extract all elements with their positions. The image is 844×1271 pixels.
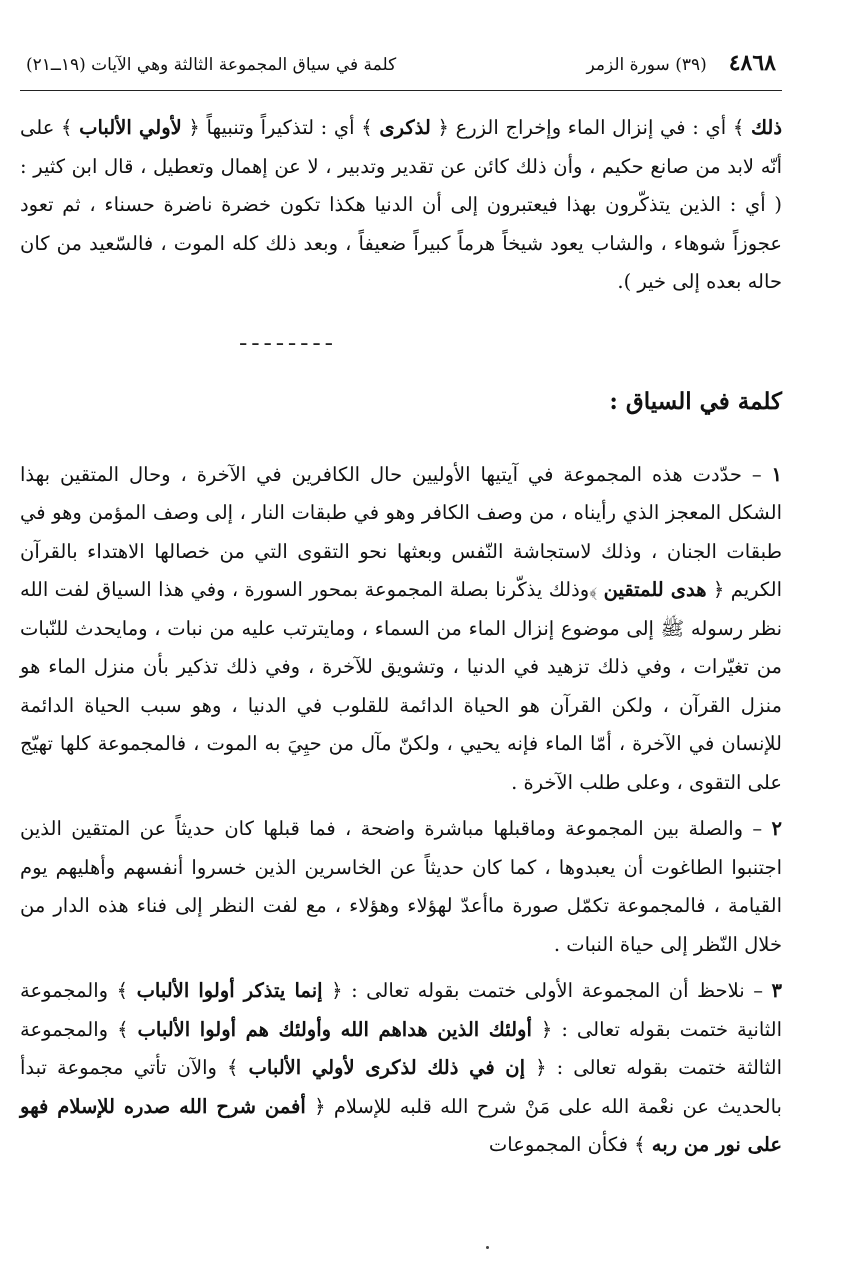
- text-run: ﴾ أي : في إنزال الماء وإخراج الزرع ﴿: [430, 116, 751, 139]
- quran-word: ذلك: [750, 116, 783, 139]
- text-run: – حدّدت هذه المجموعة في آيتيها الأوليين حال الكافرين في الآخرة ، وحال المتقين بهذا الشكل المعجز الذي رأيناه ، من وصف الكافر وهو في طبقات النار ، إلى وصف المؤمن وهو في طبقات الجنان ، وذلك لاستجاشة النّفس وبعثها نحو التقوى التي من خصالها الاهتداء بالقرآن الكريم ﴿: [20, 462, 783, 601]
- quran-phrase: أفمن شرح الله صدره للإسلام فهو على نور من ربه: [20, 1094, 782, 1156]
- quran-phrase: أولئك الذين هداهم الله وأولئك هم أولوا الألباب: [137, 1017, 532, 1041]
- text-run: ﴾ على أنّه لابد من صانع حكيم ، وأن ذلك كائن عن تقدير وتدبير ، لا عن إهمال وتعطيل ، قال ابن كثير : ( أي : الذين يتذكّرون بهذا فيعتبرون إلى أن الدنيا هكذا تكون خضرة ناضرة حسناء ، ثم تعود عجوزاً شوهاء ، والشاب يعود شيخاً هرماً كبيراً ضعيفاً ، وبعد ذلك كله الموت ، فالسّعيد من كان حاله بعده إلى خير ).: [20, 116, 782, 293]
- intro-paragraph: [20, 109, 782, 302]
- page-bottom-dot: [486, 1246, 489, 1249]
- quran-phrase: هدى للمتقين: [603, 578, 707, 601]
- text-run: ﴾ فكأن المجموعات: [488, 1133, 652, 1156]
- numbered-item-1: [20, 456, 782, 803]
- section-running-title: كلمة في سياق المجموعة الثالثة وهي الآيات (١٩ــ٢١): [26, 55, 397, 75]
- quran-word: لذكرى: [379, 116, 431, 139]
- text-run: ﴾ والمجموعة الثانية ختمت بقوله تعالى : ﴿: [20, 979, 783, 1041]
- text-run: – نلاحظ أن المجموعة الأولى ختمت بقوله تعالى : ﴿: [322, 979, 772, 1002]
- text-run: ﴾وذلك يذكّرنا بصلة المجموعة بمحور السورة ، وفي هذا السياق لفت الله نظر رسوله ﷺ إلى موضوع إنزال الماء من السماء ، ومايترتب عليه من نبات ، ومايحدث للنّبات من تغيّرات ، وفي ذلك تزهيد في الدنيا ، وتشويق للآخرة ، وفي ذلك تذكير بأن منزل الماء هو منزل القرآن ، ولكن القرآن هو الحياة الدائمة للقلوب في الدنيا ، وهو سبب الحياة الدائمة للإنسان في الآخرة ، أمّا الماء فإنه يحيي ، ولكنّ مآل من حيِيَ به الموت ، فالمجموعة كلها تهيّج على التقوى ، وعلى طلب الآخرة .: [20, 578, 782, 794]
- text-run: ﴾ والمجموعة الثالثة ختمت بقوله تعالى : ﴿: [20, 1017, 782, 1079]
- book-page: [20, 50, 782, 1165]
- item-number: ١: [771, 462, 782, 486]
- page-number: ٤٨٦٨: [728, 50, 776, 76]
- numbered-item-2: [20, 810, 782, 964]
- dashed-separator: ـ ـ ـ ـ ـ ـ ـ ـ: [240, 325, 332, 350]
- section-heading: كلمة في السياق :: [609, 387, 782, 415]
- surah-label: (٣٩) سورة الزمر: [586, 55, 707, 75]
- running-header: [20, 50, 782, 91]
- quran-phrase: إنما يتذكر أولوا الألباب: [136, 979, 323, 1002]
- quran-phrase: لأولي الألباب: [79, 116, 182, 139]
- item-number: ٣: [771, 979, 782, 1002]
- header-left-group: [586, 50, 776, 76]
- text-run: ﴾ أي : لتذكيراً وتنبيهاً ﴿: [181, 116, 380, 139]
- numbered-item-3: [20, 972, 782, 1165]
- text-run: ﴾ والآن تأتي مجموعة تبدأ بالحديث عن نعْمة الله على مَنْ شرح الله قلبه للإسلام ﴿: [20, 1056, 782, 1118]
- item-number: ٢: [771, 817, 782, 840]
- text-run: – والصلة بين المجموعة وماقبلها مباشرة واضحة ، فما قبلها كان حديثاً عن المتقين الذين اجتنبوا الطاغوت أن يعبدوها ، كما كان حديثاً عن الخاسرين الذين خسروا أنفسهم وأهليهم يوم القيامة ، فالمجموعة تكمّل صورة ماأعدّ لهؤلاء وهؤلاء ، مع لفت النظر إلى فناء هذه الدار من خلال النّظر إلى حياة النبات .: [20, 817, 782, 956]
- quran-phrase: إن في ذلك لذكرى لأولي الألباب: [248, 1056, 526, 1079]
